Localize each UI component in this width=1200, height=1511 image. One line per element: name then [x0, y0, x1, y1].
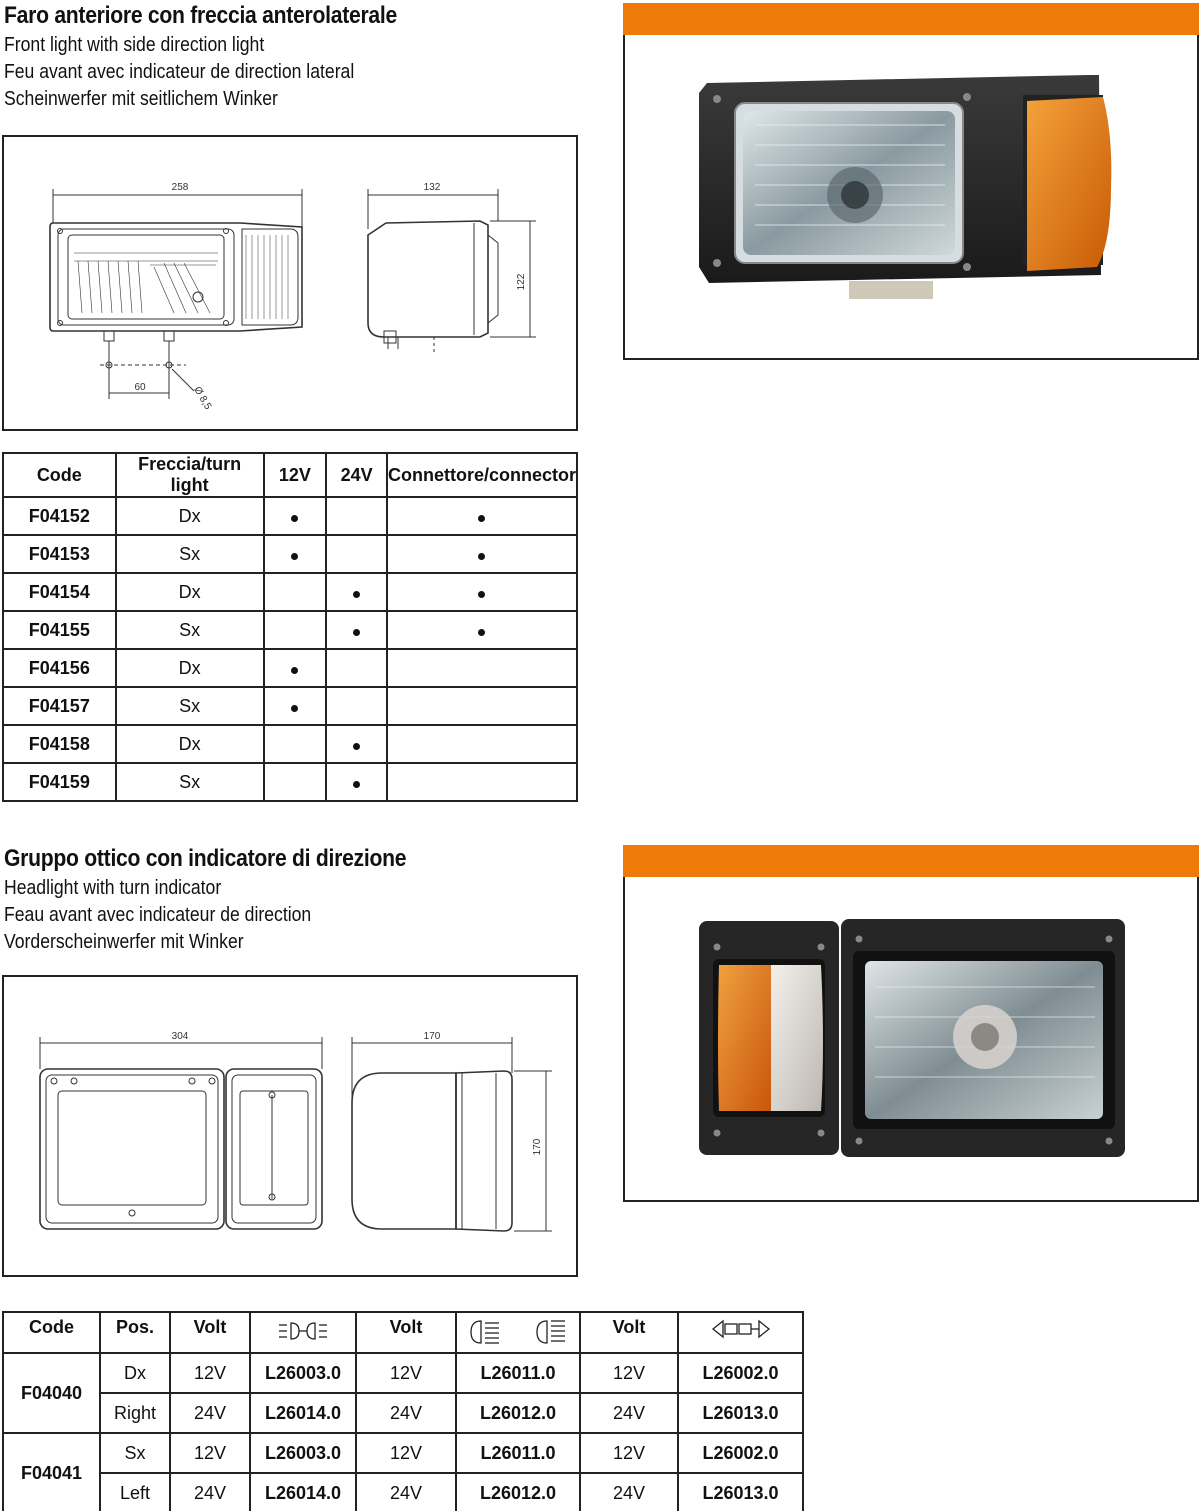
cell-turn-light: Dx: [116, 573, 264, 611]
cell-pos: Left: [100, 1473, 170, 1511]
section1-product-photo: [623, 3, 1199, 360]
cell-connector: [387, 649, 577, 687]
cell-turn-light: Sx: [116, 535, 264, 573]
section1-table-body: [3, 497, 577, 801]
section2-spec-table: [2, 1311, 804, 1511]
cell-pos: Sx: [100, 1433, 170, 1473]
table-row: [3, 1473, 803, 1511]
cell-turn-light: Dx: [116, 497, 264, 535]
bullet-dot-icon: [353, 629, 360, 636]
dim-width: 304: [171, 1031, 189, 1042]
section2-technical-drawing: [2, 975, 578, 1277]
bullet-dot-icon: [353, 743, 360, 750]
cell-bulb-3: L26013.0: [678, 1393, 803, 1433]
cell-connector: [387, 611, 577, 649]
section2-subtitle-fr: Feau avant avec indicateur de direction: [4, 904, 312, 926]
bullet-dot-icon: [291, 515, 298, 522]
section1-headlight-image: [625, 5, 1197, 358]
section2-headlight-image: [625, 847, 1197, 1200]
cell-12v: [264, 535, 327, 573]
cell-code: F04041: [3, 1433, 100, 1511]
cell-12v: [264, 763, 327, 801]
section1-drawing-svg: [4, 137, 576, 429]
cell-12v: [264, 725, 327, 763]
table-row: [3, 497, 577, 535]
cell-volt-2: 24V: [356, 1473, 456, 1511]
dim-depth: 132: [423, 182, 441, 193]
cell-pos: Right: [100, 1393, 170, 1433]
cell-bulb-1: L26014.0: [250, 1473, 356, 1511]
bullet-dot-icon: [291, 553, 298, 560]
col-volt-1: Volt: [170, 1312, 250, 1353]
cell-12v: [264, 611, 327, 649]
section1-subtitle-fr: Feu avant avec indicateur de direction lateral: [4, 61, 355, 83]
section1-subtitle-en: Front light with side direction light: [4, 34, 265, 56]
col-code: Code: [3, 453, 116, 497]
cell-volt-3: 12V: [580, 1353, 678, 1393]
bullet-dot-icon: [478, 553, 485, 560]
cell-12v: [264, 649, 327, 687]
cell-bulb-2: L26011.0: [456, 1353, 580, 1393]
dim-depth: 170: [423, 1031, 441, 1042]
section1-spec-table: [2, 452, 578, 802]
bullet-dot-icon: [478, 515, 485, 522]
cell-bulb-1: L26003.0: [250, 1353, 356, 1393]
col-headlight-beam: [456, 1312, 580, 1353]
cell-24v: [326, 687, 387, 725]
position-light-icon: [273, 1317, 333, 1345]
bulb-festoon-icon: [709, 1317, 773, 1341]
cell-bulb-1: L26014.0: [250, 1393, 356, 1433]
cell-24v: [326, 611, 387, 649]
cell-volt-2: 24V: [356, 1393, 456, 1433]
bullet-dot-icon: [353, 591, 360, 598]
table-row: [3, 611, 577, 649]
col-24v: 24V: [326, 453, 387, 497]
cell-24v: [326, 725, 387, 763]
bullet-dot-icon: [478, 591, 485, 598]
col-code: Code: [3, 1312, 100, 1353]
dim-spacing: 60: [134, 382, 146, 393]
col-turn-light: Freccia/turn light: [116, 453, 264, 497]
col-position-light: [250, 1312, 356, 1353]
cell-connector: [387, 535, 577, 573]
cell-connector: [387, 763, 577, 801]
cell-connector: [387, 725, 577, 763]
dim-width: 258: [171, 182, 189, 193]
cell-bulb-3: L26013.0: [678, 1473, 803, 1511]
cell-24v: [326, 763, 387, 801]
headlight-beam-icon: [463, 1317, 573, 1347]
bullet-dot-icon: [353, 781, 360, 788]
cell-volt-1: 12V: [170, 1353, 250, 1393]
table-row: [3, 1353, 803, 1393]
cell-bulb-2: L26012.0: [456, 1393, 580, 1433]
cell-12v: [264, 573, 327, 611]
cell-code: F04158: [3, 725, 116, 763]
cell-turn-light: Sx: [116, 611, 264, 649]
cell-24v: [326, 649, 387, 687]
cell-turn-light: Sx: [116, 763, 264, 801]
cell-connector: [387, 687, 577, 725]
table-header-row: [3, 453, 577, 497]
cell-24v: [326, 535, 387, 573]
cell-code: F04156: [3, 649, 116, 687]
dim-height: 170: [532, 1138, 543, 1156]
cell-volt-1: 24V: [170, 1473, 250, 1511]
cell-pos: Dx: [100, 1353, 170, 1393]
cell-12v: [264, 687, 327, 725]
col-connector: Connettore/connector: [387, 453, 577, 497]
cell-24v: [326, 573, 387, 611]
cell-volt-1: 24V: [170, 1393, 250, 1433]
col-volt-2: Volt: [356, 1312, 456, 1353]
cell-turn-light: Sx: [116, 687, 264, 725]
table-row: [3, 725, 577, 763]
dim-hole: Ø 8,5: [191, 385, 214, 412]
section1-technical-drawing: [2, 135, 578, 431]
section2-subtitle-de: Vorderscheinwerfer mit Winker: [4, 931, 244, 953]
section2-drawing-svg: [4, 977, 576, 1275]
table-header-row: [3, 1312, 803, 1353]
cell-code: F04152: [3, 497, 116, 535]
section1-subtitle-de: Scheinwerfer mit seitlichem Winker: [4, 88, 278, 110]
cell-bulb-3: L26002.0: [678, 1433, 803, 1473]
bullet-dot-icon: [478, 629, 485, 636]
cell-volt-3: 24V: [580, 1393, 678, 1433]
cell-bulb-2: L26011.0: [456, 1433, 580, 1473]
cell-volt-2: 12V: [356, 1433, 456, 1473]
cell-code: F04040: [3, 1353, 100, 1433]
cell-volt-3: 24V: [580, 1473, 678, 1511]
bullet-dot-icon: [291, 705, 298, 712]
cell-connector: [387, 573, 577, 611]
table-row: [3, 687, 577, 725]
table-row: [3, 535, 577, 573]
col-pos: Pos.: [100, 1312, 170, 1353]
table-row: [3, 763, 577, 801]
cell-connector: [387, 497, 577, 535]
cell-24v: [326, 497, 387, 535]
table-row: [3, 573, 577, 611]
cell-code: F04153: [3, 535, 116, 573]
table-row: [3, 1393, 803, 1433]
cell-turn-light: Dx: [116, 725, 264, 763]
cell-code: F04154: [3, 573, 116, 611]
cell-code: F04155: [3, 611, 116, 649]
cell-bulb-3: L26002.0: [678, 1353, 803, 1393]
col-festoon: [678, 1312, 803, 1353]
col-volt-3: Volt: [580, 1312, 678, 1353]
section1-title: Faro anteriore con freccia anterolaterale: [4, 2, 397, 29]
bullet-dot-icon: [291, 667, 298, 674]
section2-table-body: [3, 1353, 803, 1511]
cell-volt-2: 12V: [356, 1353, 456, 1393]
cell-bulb-2: L26012.0: [456, 1473, 580, 1511]
dim-height: 122: [516, 273, 527, 291]
section2-product-photo: [623, 845, 1199, 1202]
cell-12v: [264, 497, 327, 535]
cell-volt-1: 12V: [170, 1433, 250, 1473]
section1-accent-bar: [623, 3, 1199, 35]
cell-turn-light: Dx: [116, 649, 264, 687]
cell-code: F04157: [3, 687, 116, 725]
cell-bulb-1: L26003.0: [250, 1433, 356, 1473]
table-row: [3, 649, 577, 687]
table-row: [3, 1433, 803, 1473]
cell-code: F04159: [3, 763, 116, 801]
section2-title: Gruppo ottico con indicatore di direzione: [4, 845, 407, 872]
col-12v: 12V: [264, 453, 327, 497]
cell-volt-3: 12V: [580, 1433, 678, 1473]
section2-accent-bar: [623, 845, 1199, 877]
section2-subtitle-en: Headlight with turn indicator: [4, 877, 222, 899]
